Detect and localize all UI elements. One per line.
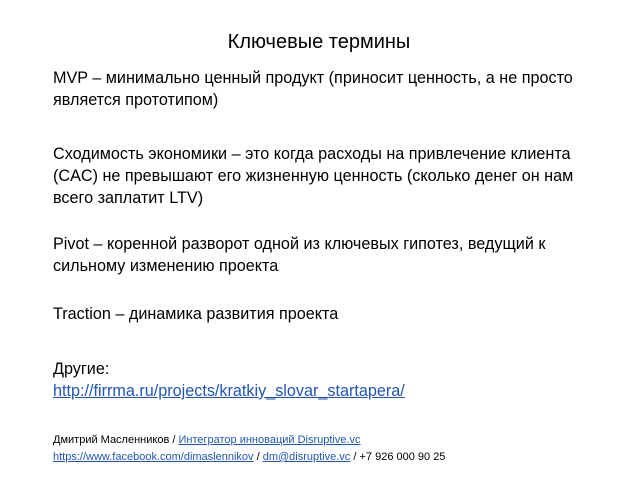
email-link[interactable]: dm@disruptive.vc	[262, 451, 351, 463]
company-link[interactable]: Интегратор инноваций Disruptive.vc	[178, 434, 361, 446]
term-traction: Traction – динамика развития проекта	[53, 305, 339, 323]
footer-line-2	[53, 450, 613, 465]
footer-phone: / +7 926 000 90 25	[350, 451, 446, 463]
other-terms-label: Другие:	[53, 360, 110, 378]
footer-separator: /	[169, 434, 179, 446]
term-pivot: Pivot – коренной разворот одной из ключевых гипотез, ведущий к сильному изменению проекта	[53, 235, 546, 275]
other-terms-block	[53, 358, 613, 402]
footer-author: Дмитрий Масленников	[53, 434, 170, 446]
slide-title: Ключевые термины	[227, 31, 411, 53]
glossary-link[interactable]: http://firrma.ru/projects/kratkiy_slovar_startapera/	[53, 382, 405, 400]
facebook-link[interactable]: https://www.facebook.com/dimaslennikov	[53, 451, 254, 463]
footer-line-1	[53, 433, 613, 448]
term-unit-economics: Сходимость экономики – это когда расходы на привлечение клиента (CAC) не превышают его жизненную ценность (сколько денег он нам всего заплатит LTV)	[53, 145, 574, 207]
term-mvp: MVP – минимально ценный продукт (приносит ценность, а не просто является прототипом)	[53, 69, 573, 109]
footer-separator: /	[253, 451, 263, 463]
